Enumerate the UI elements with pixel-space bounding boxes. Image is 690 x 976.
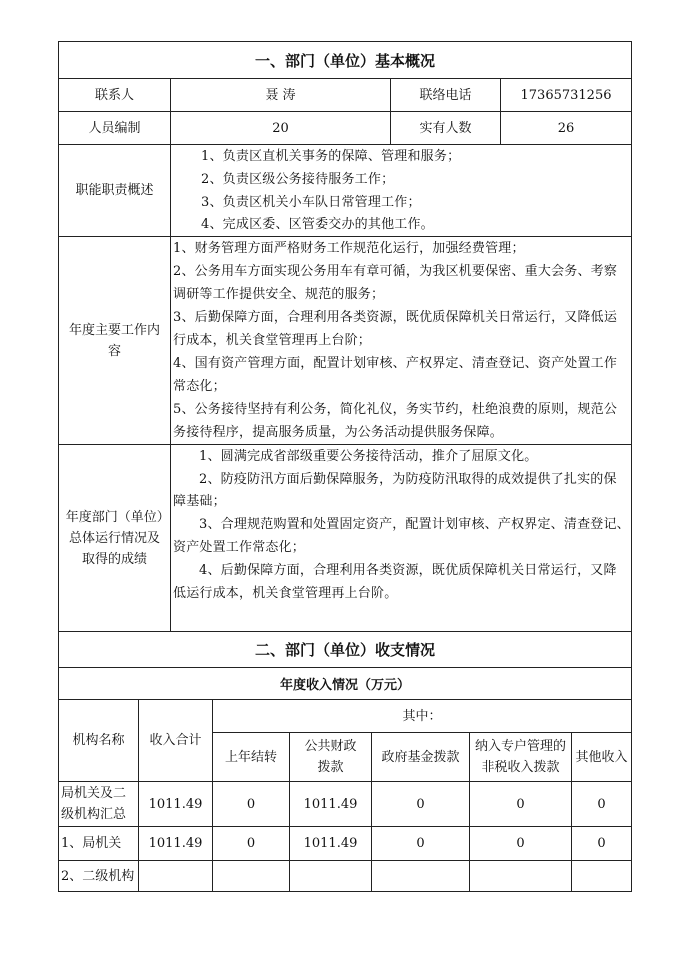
header-public-text: 公共财政拨款 — [304, 739, 357, 775]
work-line: 3、后勤保障方面，合理利用各类资源，既优质保障机关日常运行，又降低运 — [173, 310, 618, 325]
work-label — [58, 236, 170, 444]
duties-label — [58, 144, 170, 236]
staff-label-text: 人员编制 — [88, 120, 141, 136]
income-cell-other — [571, 781, 632, 826]
income-cell-carry — [212, 860, 289, 892]
header-other — [571, 732, 632, 781]
perf-label-text: 年度部门（单位）总体运行情况及取得的成绩 — [65, 509, 164, 567]
header-among — [212, 699, 632, 732]
perf-line: 1、圆满完成省部级重要公务接待活动，推介了屈原文化。 — [199, 449, 538, 464]
income-cell-text: 0 — [516, 796, 525, 812]
actual-label — [390, 111, 500, 144]
work-line: 常态化； — [173, 379, 226, 394]
section1-title — [58, 41, 632, 78]
income-cell-total — [138, 781, 212, 826]
header-carry-text: 上年结转 — [224, 749, 277, 765]
income-cell-text: 1、局机关 — [61, 836, 122, 851]
header-among-text: 其中： — [402, 708, 442, 724]
perf-line: 2、防疫防汛方面后勤保障服务，为防疫防汛取得的成效提供了扎实的保 — [199, 472, 617, 487]
income-cell-text: 0 — [516, 836, 525, 851]
income-cell-text: 1011.49 — [303, 836, 358, 851]
income-cell-fund — [371, 826, 469, 860]
income-cell-fund — [371, 781, 469, 826]
actual-label-text: 实有人数 — [419, 120, 472, 136]
contact-value-text: 聂 涛 — [265, 87, 296, 103]
work-line: 1、财务管理方面严格财务工作规范化运行，加强经费管理； — [173, 241, 525, 256]
income-cell-other — [571, 860, 632, 892]
work-line: 5、公务接待坚持有利公务，简化礼仪，务实节约，杜绝浪费的原则，规范公 — [173, 402, 618, 417]
income-cell-name — [58, 860, 138, 892]
header-org-text: 机构名称 — [72, 733, 125, 748]
section1-title-text: 一、部门（单位）基本概况 — [254, 51, 435, 70]
phone-value — [500, 78, 632, 111]
header-total — [138, 699, 212, 781]
income-cell-text: 0 — [416, 836, 425, 851]
income-cell-public — [289, 826, 371, 860]
phone-value-text: 17365731256 — [520, 87, 612, 103]
work-line: 行成本，机关食堂管理再上台阶； — [173, 333, 372, 348]
header-total-text: 收入合计 — [149, 733, 202, 748]
income-subtitle — [58, 667, 632, 699]
staff-value — [170, 111, 390, 144]
perf-label — [58, 444, 170, 631]
duty-item: 3、负责区机关小车队日常管理工作； — [201, 195, 421, 210]
work-line: 2、公务用车方面实现公务用车有章可循，为我区机要保密、重大会务、考察 — [173, 264, 618, 279]
income-cell-special — [469, 781, 571, 826]
perf-line: 资产处置工作常态化； — [173, 540, 306, 555]
income-cell-text: 1011.49 — [303, 796, 358, 812]
perf-line: 障基础； — [173, 494, 226, 509]
income-cell-name — [58, 826, 138, 860]
perf-line: 低运行成本，机关食堂管理再上台阶。 — [173, 586, 398, 601]
duties-content — [170, 144, 632, 236]
header-fund — [371, 732, 469, 781]
income-cell-text: 1011.49 — [148, 836, 203, 851]
work-label-text: 年度主要工作内容 — [68, 322, 160, 359]
duty-item: 4、完成区委、区管委交办的其他工作。 — [201, 217, 434, 232]
income-cell-text: 0 — [597, 836, 606, 851]
income-cell-public — [289, 781, 371, 826]
header-public — [289, 732, 371, 781]
income-cell-special — [469, 860, 571, 892]
income-subtitle-text: 年度收入情况（万元） — [279, 678, 410, 693]
header-special — [469, 732, 571, 781]
header-other-text: 其他收入 — [575, 749, 628, 765]
income-cell-public — [289, 860, 371, 892]
work-line: 务接待程序，提高服务质量，为公务活动提供服务保障。 — [173, 425, 504, 440]
income-cell-text: 0 — [246, 836, 256, 851]
duties-label-text: 职能职责概述 — [75, 183, 154, 198]
perf-line: 3、合理规范购置和处置固定资产，配置计划审核、产权界定、清查登记、 — [199, 517, 630, 532]
income-cell-text: 0 — [416, 796, 425, 812]
perf-content — [170, 444, 632, 631]
income-cell-total — [138, 826, 212, 860]
section2-title-text: 二、部门（单位）收支情况 — [254, 641, 435, 659]
duty-item: 1、负责区直机关事务的保障、管理和服务； — [201, 149, 461, 164]
income-cell-name — [58, 781, 138, 826]
income-cell-text: 2、二级机构 — [61, 868, 135, 884]
header-carry — [212, 732, 289, 781]
income-cell-fund — [371, 860, 469, 892]
income-cell-total — [138, 860, 212, 892]
staff-label — [58, 111, 170, 144]
header-fund-text: 政府基金拨款 — [381, 749, 460, 765]
income-cell-text: 0 — [246, 796, 256, 812]
income-cell-text: 局机关及二级机构汇总 — [61, 786, 127, 822]
income-cell-other — [571, 826, 632, 860]
income-cell-text: 0 — [597, 796, 606, 812]
work-content — [170, 236, 632, 444]
perf-line: 4、后勤保障方面，合理利用各类资源，既优质保障机关日常运行，又降 — [199, 563, 617, 578]
work-line: 调研等工作提供安全、规范的服务； — [173, 287, 385, 302]
phone-label — [390, 78, 500, 111]
header-org — [58, 699, 138, 781]
income-cell-special — [469, 826, 571, 860]
actual-value-text: 26 — [557, 120, 575, 136]
contact-label-text: 联系人 — [94, 87, 134, 103]
contact-label — [58, 78, 170, 111]
income-cell-carry — [212, 781, 289, 826]
income-cell-carry — [212, 826, 289, 860]
contact-value — [170, 78, 390, 111]
duty-item: 2、负责区级公务接待服务工作； — [201, 172, 395, 187]
section2-title — [58, 631, 632, 667]
actual-value — [500, 111, 632, 144]
work-line: 4、国有资产管理方面，配置计划审核、产权界定、清查登记、资产处置工作 — [173, 356, 618, 371]
income-cell-text: 1011.49 — [148, 796, 203, 812]
phone-label-text: 联络电话 — [419, 87, 472, 103]
header-special-text: 纳入专户管理的非税收入拨款 — [474, 739, 566, 775]
staff-value-text: 20 — [272, 120, 289, 136]
